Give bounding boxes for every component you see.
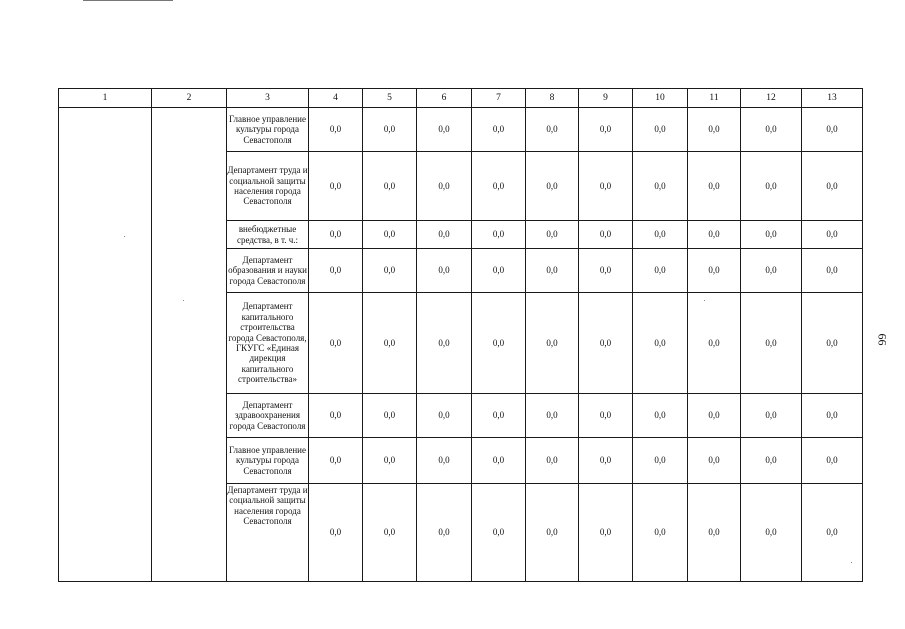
value-cell: 0,0 xyxy=(688,108,741,152)
value-cell: 0,0 xyxy=(417,152,472,221)
col-header: 2 xyxy=(152,89,227,108)
value-cell: 0,0 xyxy=(688,249,741,293)
header-row xyxy=(59,89,863,108)
merged-cell-col1 xyxy=(59,108,152,582)
value-cell: 0,0 xyxy=(363,108,417,152)
value-cell: 0,0 xyxy=(688,394,741,438)
value-cell: 0,0 xyxy=(363,152,417,221)
value-cell: 0,0 xyxy=(309,108,363,152)
value-cell: 0,0 xyxy=(526,108,579,152)
value-cell: 0,0 xyxy=(417,293,472,394)
value-cell: 0,0 xyxy=(579,152,633,221)
value-cell: 0,0 xyxy=(309,152,363,221)
value-cell: 0,0 xyxy=(633,108,688,152)
value-cell: 0,0 xyxy=(363,221,417,249)
row-name: внебюджетные средства, в т. ч.: xyxy=(227,221,309,249)
value-cell: 0,0 xyxy=(472,484,526,582)
value-cell: 0,0 xyxy=(472,394,526,438)
value-cell: 0,0 xyxy=(417,438,472,484)
value-cell: 0,0 xyxy=(579,394,633,438)
value-cell: 0,0 xyxy=(309,293,363,394)
value-cell: 0,0 xyxy=(802,152,863,221)
value-cell: 0,0 xyxy=(633,484,688,582)
value-cell: 0,0 xyxy=(802,394,863,438)
value-cell: 0,0 xyxy=(363,438,417,484)
col-header: 4 xyxy=(309,89,363,108)
value-cell: 0,0 xyxy=(526,221,579,249)
value-cell: 0,0 xyxy=(526,484,579,582)
value-cell: 0,0 xyxy=(741,394,802,438)
value-cell: 0,0 xyxy=(526,394,579,438)
value-cell: 0,0 xyxy=(526,249,579,293)
value-cell: 0,0 xyxy=(579,484,633,582)
col-header: 5 xyxy=(363,89,417,108)
value-cell: 0,0 xyxy=(802,438,863,484)
value-cell: 0,0 xyxy=(688,221,741,249)
value-cell: 0,0 xyxy=(417,249,472,293)
row-name: Департамент образования и науки города Севастополя xyxy=(227,249,309,293)
value-cell: 0,0 xyxy=(526,438,579,484)
value-cell: 0,0 xyxy=(472,293,526,394)
budget-table xyxy=(58,88,863,582)
col-header: 7 xyxy=(472,89,526,108)
merged-cell-col2 xyxy=(152,108,227,582)
value-cell: 0,0 xyxy=(472,438,526,484)
value-cell: 0,0 xyxy=(802,293,863,394)
value-cell: 0,0 xyxy=(526,293,579,394)
col-header: 10 xyxy=(633,89,688,108)
col-header: 1 xyxy=(59,89,152,108)
value-cell: 0,0 xyxy=(688,484,741,582)
value-cell: 0,0 xyxy=(802,108,863,152)
value-cell: 0,0 xyxy=(633,221,688,249)
value-cell: 0,0 xyxy=(579,108,633,152)
value-cell: 0,0 xyxy=(472,152,526,221)
value-cell: 0,0 xyxy=(802,221,863,249)
value-cell: 0,0 xyxy=(309,249,363,293)
row-name: Главное управление культуры города Севастополя xyxy=(227,438,309,484)
value-cell: 0,0 xyxy=(526,152,579,221)
value-cell: 0,0 xyxy=(579,249,633,293)
value-cell: 0,0 xyxy=(633,152,688,221)
col-header: 11 xyxy=(688,89,741,108)
page-number: 66 xyxy=(875,333,890,346)
value-cell: 0,0 xyxy=(363,249,417,293)
col-header: 9 xyxy=(579,89,633,108)
row-name: Департамент здравоохранения города Севастополя xyxy=(227,394,309,438)
value-cell: 0,0 xyxy=(472,108,526,152)
value-cell: 0,0 xyxy=(417,394,472,438)
row-name: Департамент труда и социальной защиты населения города Севастополя xyxy=(227,484,309,582)
value-cell: 0,0 xyxy=(741,249,802,293)
col-header: 8 xyxy=(526,89,579,108)
value-cell: 0,0 xyxy=(363,293,417,394)
row-name: Департамент капитального строительства города Севастополя, ГКУГС «Единая дирекция капитального строительства» xyxy=(227,293,309,394)
value-cell: 0,0 xyxy=(579,221,633,249)
value-cell: 0,0 xyxy=(741,108,802,152)
value-cell: 0,0 xyxy=(309,394,363,438)
value-cell: 0,0 xyxy=(633,438,688,484)
table-row xyxy=(59,108,863,152)
value-cell: 0,0 xyxy=(417,108,472,152)
row-name: Департамент труда и социальной защиты населения города Севастополя xyxy=(227,152,309,221)
value-cell: 0,0 xyxy=(309,438,363,484)
value-cell: 0,0 xyxy=(741,221,802,249)
value-cell: 0,0 xyxy=(633,249,688,293)
value-cell: 0,0 xyxy=(741,293,802,394)
value-cell: 0,0 xyxy=(741,484,802,582)
value-cell: 0,0 xyxy=(741,438,802,484)
value-cell: 0,0 xyxy=(579,438,633,484)
top-rule xyxy=(83,0,173,1)
value-cell: 0,0 xyxy=(633,293,688,394)
value-cell: 0,0 xyxy=(363,484,417,582)
value-cell: 0,0 xyxy=(688,438,741,484)
col-header: 13 xyxy=(802,89,863,108)
col-header: 12 xyxy=(741,89,802,108)
col-header: 6 xyxy=(417,89,472,108)
value-cell: 0,0 xyxy=(417,484,472,582)
value-cell: 0,0 xyxy=(309,221,363,249)
row-name: Главное управление культуры города Севастополя xyxy=(227,108,309,152)
value-cell: 0,0 xyxy=(363,394,417,438)
value-cell: 0,0 xyxy=(472,249,526,293)
value-cell: 0,0 xyxy=(802,249,863,293)
value-cell: 0,0 xyxy=(579,293,633,394)
value-cell: 0,0 xyxy=(633,394,688,438)
value-cell: 0,0 xyxy=(309,484,363,582)
value-cell: 0,0 xyxy=(688,293,741,394)
value-cell: 0,0 xyxy=(417,221,472,249)
value-cell: 0,0 xyxy=(688,152,741,221)
value-cell: 0,0 xyxy=(741,152,802,221)
value-cell: 0,0 xyxy=(472,221,526,249)
col-header: 3 xyxy=(227,89,309,108)
value-cell: 0,0 xyxy=(802,484,863,582)
